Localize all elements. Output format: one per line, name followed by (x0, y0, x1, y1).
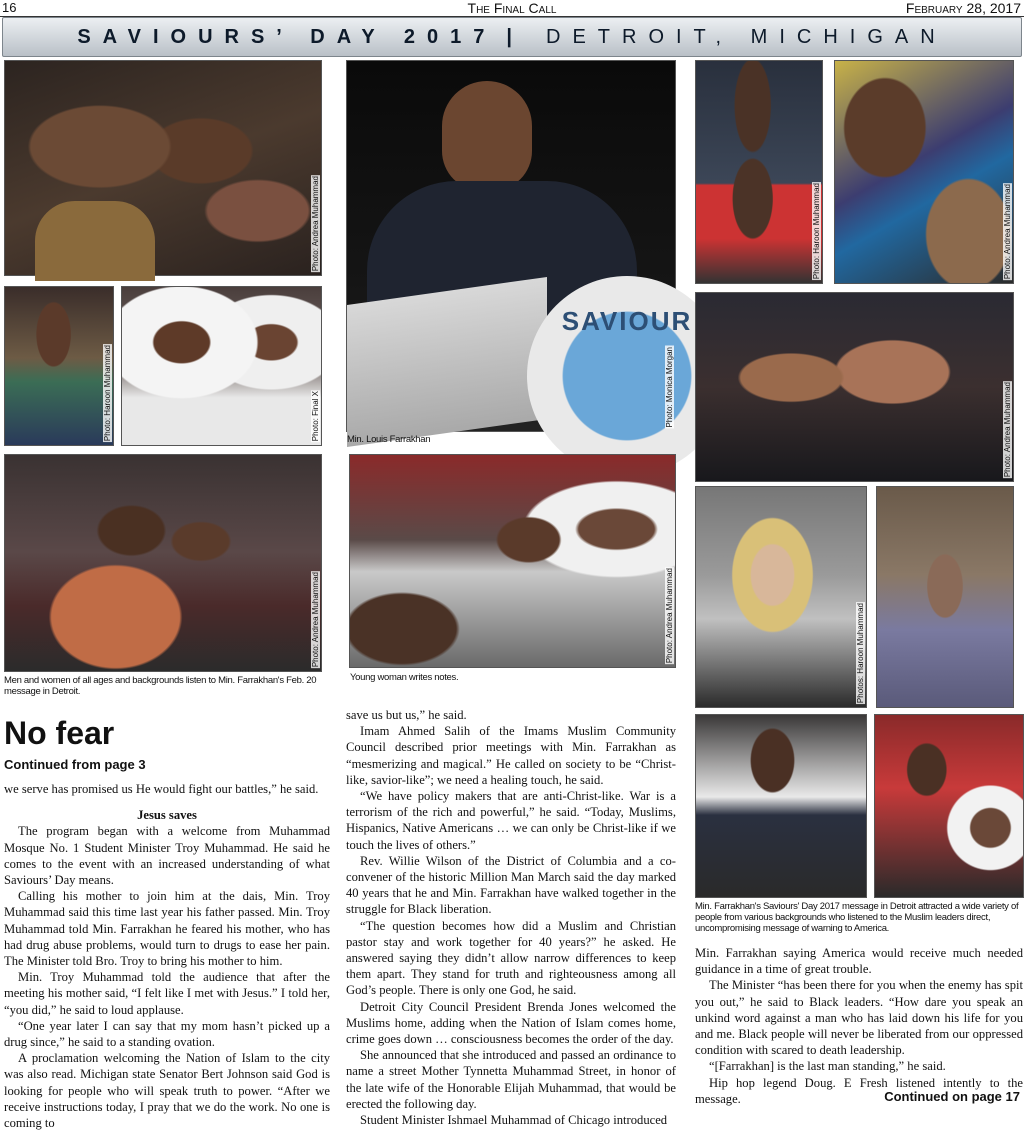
paragraph: The Minister “has been there for you when the enemy has spit you out,” he said to Black leaders. “How dare you speak an unkind word against a man who has laid down his life for you and me. Black people will never be liberated from our oppressed condition with scared to death leadership. (695, 978, 1023, 1058)
paragraph: Imam Ahmed Salih of the Imams Muslim Community Council described prior meetings with Min. Farrakhan as “mesmerizing and magical.” He called on society to be “Christ-like, savior-like”; we need a healing touch, he said. (346, 724, 676, 787)
paragraph: Calling his mother to join him at the dais, Min. Troy Muhammad said this time last year his father passed. Min. Troy Muhammad told Min. Farrakhan he feared his mother, who has had drug abuse problems, would turn to drugs to ease her pain. The Minister told Bro. Troy to bring his mother to him. (4, 889, 330, 969)
column-1-lead: we serve has promised us He would fight our battles,” he said. (4, 782, 319, 796)
caption-variety: Min. Farrakhan's Saviours' Day 2017 message in Detroit attracted a wide variety of people from various backgrounds who listened to the Muslim leaders direct, uncompromising message of warning to America. (695, 901, 1019, 934)
paragraph: Rev. Willie Wilson of the District of Columbia and a co-convener of the historic Million Man March said the day marked 40 years that he and Min. Farrakhan have walked together in the struggle for Black liberation. (346, 853, 676, 917)
photo-man-gray-shirt (876, 486, 1014, 708)
article-title: No fear (4, 715, 115, 751)
article-column-1 (4, 781, 330, 1131)
column-2-lead: save us but us,” he said. (346, 708, 467, 722)
continued-on: Continued on page 17 (884, 1089, 1020, 1104)
photo-jacket-shape (35, 201, 155, 281)
paragraph: A proclamation welcoming the Nation of Islam to the city was also read. Michigan state Senator Bert Johnson said God is looking for people who will speak truth to power. “After we receive instructions today, I pray that we do the work. No one is coming to (4, 1051, 330, 1131)
banner-event: SAVIOURS’ DAY 2017 (77, 25, 497, 48)
photo-credit: Photo: Final X (311, 390, 320, 441)
issue-date: February 28, 2017 (905, 0, 1021, 16)
photo-credit: Photo: Andrea Muhammad (311, 175, 320, 271)
article-column-2 (346, 707, 676, 1128)
photo-credit: Photo: Andrea Muhammad (665, 567, 674, 663)
banner-location: DETROIT, MICHIGAN (546, 25, 947, 48)
paragraph: “[Farrakhan] is the last man standing,” he said. (709, 1059, 946, 1074)
paragraph: She announced that she introduced and passed an ordinance to name a street Mother Tynnetta Muhammad Street, in honor of the late wife of the Honorable Elijah Muhammad, that would be erected the following day. (346, 1048, 676, 1111)
page-number: 16 (2, 0, 17, 15)
photo-men-seated (834, 60, 1014, 284)
photo-credit: Photo: Monica Morgan (665, 346, 674, 427)
photo-woman-writing (349, 454, 676, 668)
photo-women-bottom-right (874, 714, 1024, 898)
photo-credit: Photo: Haroon Muhammad (103, 344, 112, 441)
paragraph: “We have policy makers that are anti-Christ-like. War is a terrorism of the rich and powerful,” he said. “Today, Muslims, Hispanics, Native Americans … we can only be Christ-like if we touch the lives of others.” (346, 789, 676, 852)
paragraph: Hip hop legend Doug. E Fresh listened intently to the message. (695, 1075, 1023, 1106)
photo-podium (347, 277, 547, 447)
photo-credit: Photo: Andrea Muhammad (1003, 381, 1012, 477)
photo-blonde-woman (695, 486, 867, 708)
paragraph: “The question becomes how did a Muslim and Christian pastor stay and work together for 40 years?” he asked. He answered saying they didn’t allow narrow differences to keep them apart. They stand for truth and righteousness among all God’s people. There is only one God, he said. (346, 918, 676, 998)
paragraph: “One year later I can say that my mom hasn’t picked up a drug since,” he said to a standing ovation. (4, 1018, 330, 1050)
subhead: Jesus saves (137, 808, 197, 823)
photo-credit: Photos: Haroon Muhammad (856, 602, 865, 703)
photo-credit: Photo: Andrea Muhammad (1003, 183, 1012, 279)
paragraph: The program began with a welcome from Muhammad Mosque No. 1 Student Minister Troy Muhammad. He said he comes to the event with an increased understanding of what Saviours’ Day means. (4, 824, 330, 888)
column-3-lead: Min. Farrakhan saying America would receive much needed guidance in a time of great trouble. (695, 946, 1023, 977)
photo-audience-listening (4, 454, 322, 672)
paragraph: Student Minister Ishmael Muhammad of Chicago introduced (360, 1113, 668, 1128)
publication-name: The Final Call (467, 0, 557, 16)
photo-smiling-woman (695, 292, 1014, 482)
paragraph: Detroit City Council President Brenda Jones welcomed the Muslims home, adding when the Nation of Islam comes home, crime goes down … consciousness becomes the order of the day. (346, 999, 676, 1047)
photo-credit: Photo: Haroon Muhammad (812, 182, 821, 279)
photo-credit: Photo: Andrea Muhammad (311, 571, 320, 667)
photo-farrakhan (346, 60, 693, 432)
paragraph: Min. Troy Muhammad told the audience that after the meeting his mother said, “I felt like I met with Jesus.” I told her, “you did,” he said to loud applause. (4, 970, 330, 1017)
continued-from: Continued from page 3 (4, 757, 146, 772)
photo-smiling-man-vest (695, 714, 867, 898)
caption-young-woman: Young woman writes notes. (350, 672, 459, 683)
article-column-3 (695, 945, 1023, 1107)
photo-women-white-veils (121, 286, 322, 446)
photo-woman-tablet (4, 286, 114, 446)
caption-audience: Men and women of all ages and backgrounds listen to Min. Farrakhan's Feb. 20 message in Detroit. (4, 675, 317, 697)
caption-farrakhan: Min. Louis Farrakhan (347, 434, 431, 445)
photo-head-shape (442, 81, 532, 191)
podium-seal: SAVIOUR (527, 276, 727, 476)
photo-young-men (695, 60, 823, 284)
banner-divider: | (506, 25, 524, 48)
photo-men-applauding (4, 60, 322, 276)
section-banner (2, 17, 1022, 57)
